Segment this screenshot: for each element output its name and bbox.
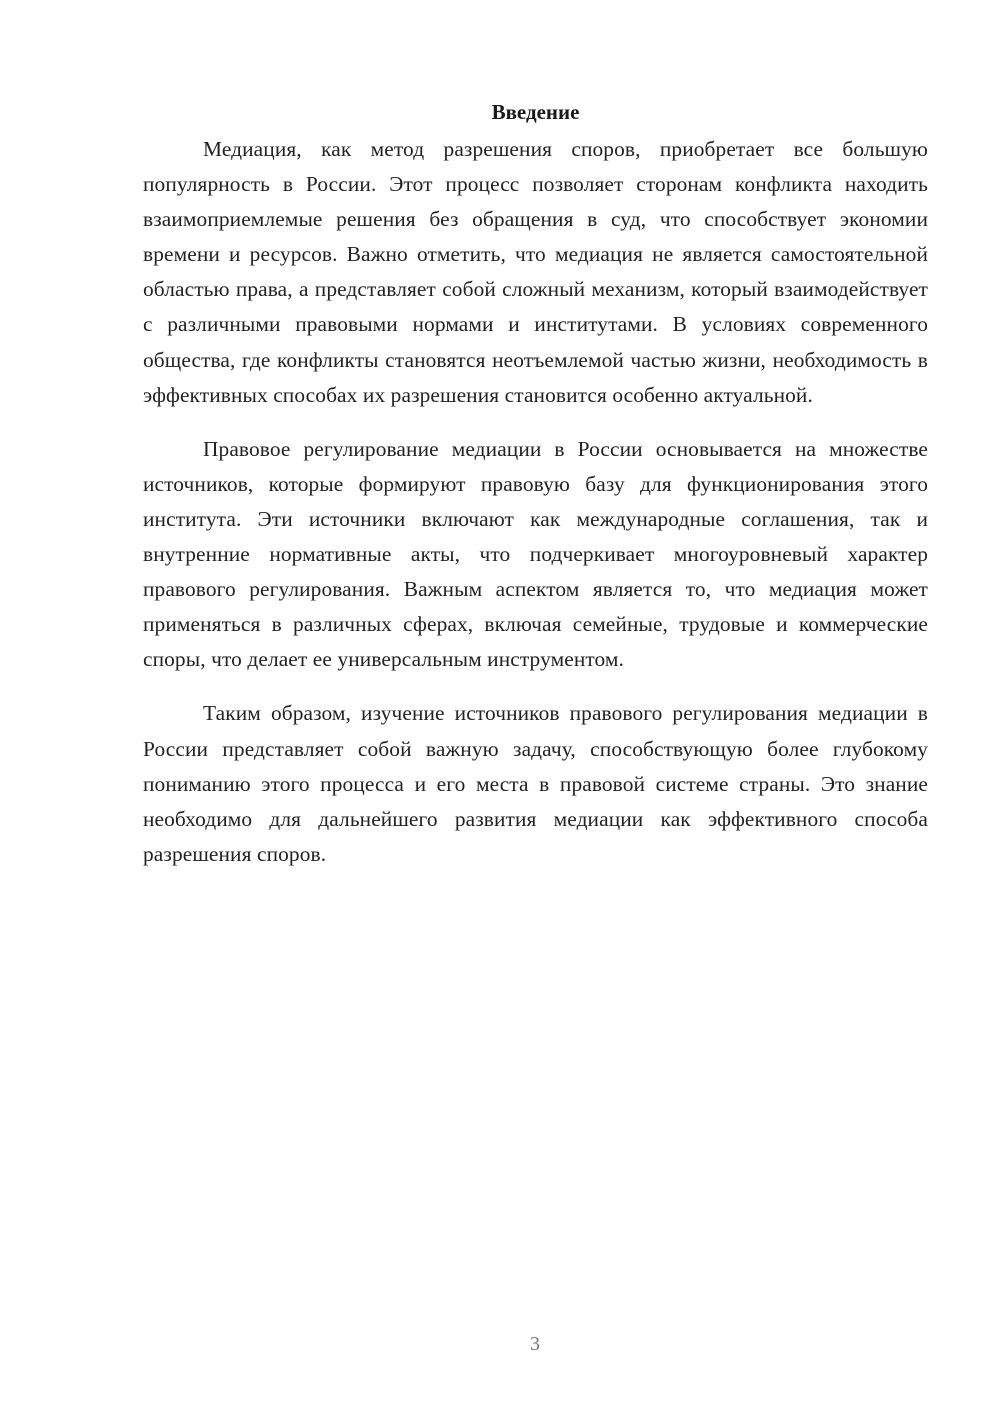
section-title: Введение [491,100,580,124]
page-number: 3 [530,1333,540,1355]
page-content [143,98,928,872]
paragraph-3: Таким образом, изучение источников правового регулирования медиации в России представляет собой важную задачу, способствующую более глубокому пониманию этого процесса и его места в правовой системе страны. Это знание необходимо для дальнейшего развития медиации как эффективного способа разрешения споров. [143,701,928,866]
paragraph-1: Медиация, как метод разрешения споров, приобретает все большую популярность в России. Этот процесс позволяет сторонам конфликта находить взаимоприемлемые решения без обращения в суд, что способствует экономии времени и ресурсов. Важно отметить, что медиация не является самостоятельной областью права, а представляет собой сложный механизм, который взаимодействует с различными правовыми нормами и институтами. В условиях современного общества, где конфликты становятся неотъемлемой частью жизни, необходимость в эффективных способах их разрешения становится особенно актуальной. [143,137,928,407]
paragraph-2: Правовое регулирование медиации в России основывается на множестве источников, которые формируют правовую базу для функционирования этого института. Эти источники включают как международные соглашения, так и внутренние нормативные акты, что подчеркивает многоуровневый характер правового регулирования. Важным аспектом является то, что медиация может применяться в различных сферах, включая семейные, трудовые и коммерческие споры, что делает ее универсальным инструментом. [143,436,928,672]
